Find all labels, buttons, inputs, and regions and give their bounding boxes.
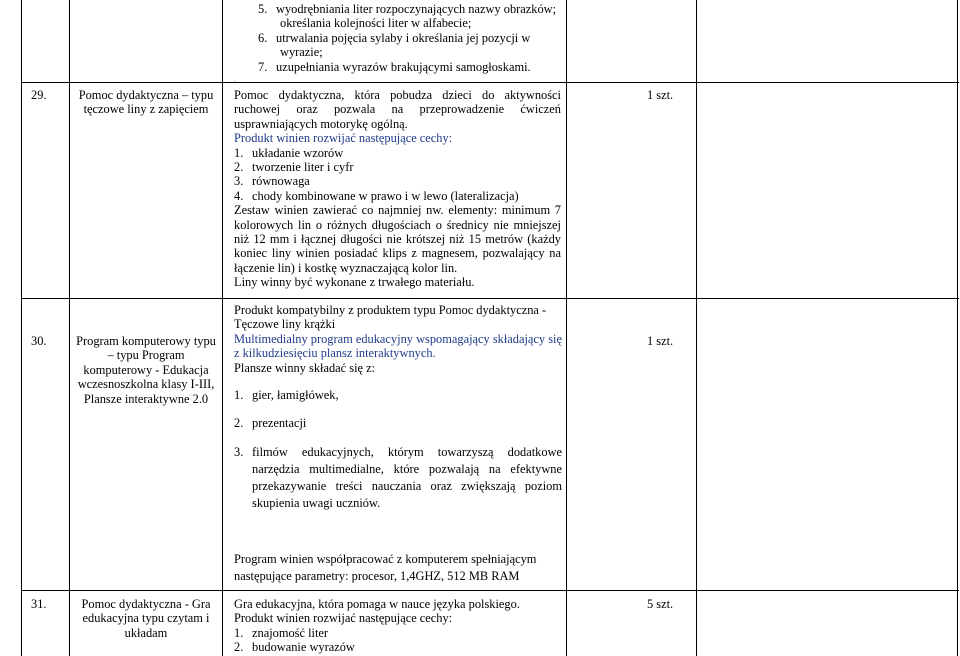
list-item-continuation: wyrazie; [280,45,323,60]
program-description: Multimedialny program edukacyjny wspomagający składający się z kilkudziesięciu plansz interaktywnych. [234,331,562,361]
feature-item: 1. układanie wzorów [234,145,344,160]
board-item: 1. gier, łamigłówek, [234,388,339,402]
product-name-line: – typu Program [107,348,185,363]
column-divider [69,0,70,656]
material-note: Liny winny być wykonane z trwałego materiału. [234,275,475,290]
quantity: 5 szt. [647,597,674,611]
set-description: Zestaw winien zawierać co najmniej nw. elementy: minimum 7 kolorowych lin o różnych długościach o średnicy nie mniejszej niż 12 mm i łącznej długości nie krótszej niż 15 metrów (każdy koniec liny winien posiadać klips z magnesem, pozwalający na łączenie lin) i kostkę wyznaczającą kolor lin. [234,203,561,275]
product-name-line: wczesnoszkolna klasy I-III, [77,377,215,392]
product-name [72,334,220,406]
row-number: 29. [31,88,47,102]
description-intro: Gra edukacyjna, która pomaga w nauce języka polskiego. [234,597,520,611]
compatibility-note: Produkt kompatybilny z produktem typu Pomoc dydaktyczna - [234,303,547,317]
quantity: 1 szt. [647,334,674,348]
prev-row-list [258,2,560,74]
column-divider [696,0,697,656]
features-header: Produkt winien rozwijać następujące cechy: [234,131,453,146]
feature-item: 2. tworzenie liter i cyfr [234,160,354,175]
stray-mark: . [233,72,237,86]
description-intro: Pomoc dydaktyczna, która pobudza dzieci do aktywności ruchowej oraz pozwala na przeprowadzenie ćwiczeń usprawniających motorykę ogólną. [234,88,561,131]
product-description [234,597,562,655]
product-name-line: układam [124,625,168,640]
features-header: Produkt winien rozwijać następujące cechy: [234,611,453,626]
compatibility-note: Tęczowe liny krążki [234,317,336,332]
product-name-line: Program komputerowy typu [76,334,216,348]
product-name-line: tęczowe liny z zapięciem [83,102,209,117]
product-name [72,597,220,640]
product-name [72,88,220,117]
product-description [234,88,561,290]
product-name-line: Pomoc dydaktyczna - Gra [81,597,211,611]
product-name-line: edukacyjna typu czytam i [82,611,210,626]
list-item: 5. wyodrębniania liter rozpoczynających nazwy obrazków; [258,2,557,16]
board-item: 3. filmów edukacyjnych, którym towarzyszą dodatkowe narzędzia multimedialne, które pozwalają na efektywne przekazywanie treści nauczania oraz zwiększają poziom skupienia uwagi uczniów. [234,445,562,510]
column-divider [222,0,223,656]
list-item: 7. uzupełniania wyrazów brakującymi samogłoskami. [258,59,531,74]
feature-item: 2. budowanie wyrazów [234,640,355,655]
board-item: 2. prezentacji [234,416,307,430]
feature-item: 3. równowaga [234,174,310,189]
system-requirements: Program winien współpracować z komputerem spełniającym następujące parametry: procesor, 1,4GHZ, 512 MB RAM [234,552,537,583]
row-divider [21,590,959,591]
table-border-left [21,0,22,656]
feature-item: 4. chody kombinowane w prawo i w lewo (lateralizacja) [234,188,519,203]
product-name-line: Pomoc dydaktyczna – typu [78,88,214,102]
quantity: 1 szt. [647,88,674,102]
feature-item: 1. znajomość liter [234,625,329,640]
row-divider [21,82,959,83]
list-item-continuation: określania kolejności liter w alfabecie; [280,16,472,31]
product-name-line: komputerowy - Edukacja [83,362,209,377]
row-number: 31. [31,597,47,611]
boards-header: Plansze winny składać się z: [234,360,376,375]
list-item: 6. utrwalania pojęcia sylaby i określania jej pozycji w [258,30,531,45]
table-border-right [957,0,958,656]
product-description [234,303,562,375]
column-divider [566,0,567,656]
row-number: 30. [31,334,47,348]
product-name-line: Plansze interaktywne 2.0 [83,391,209,406]
row-divider [21,298,959,299]
